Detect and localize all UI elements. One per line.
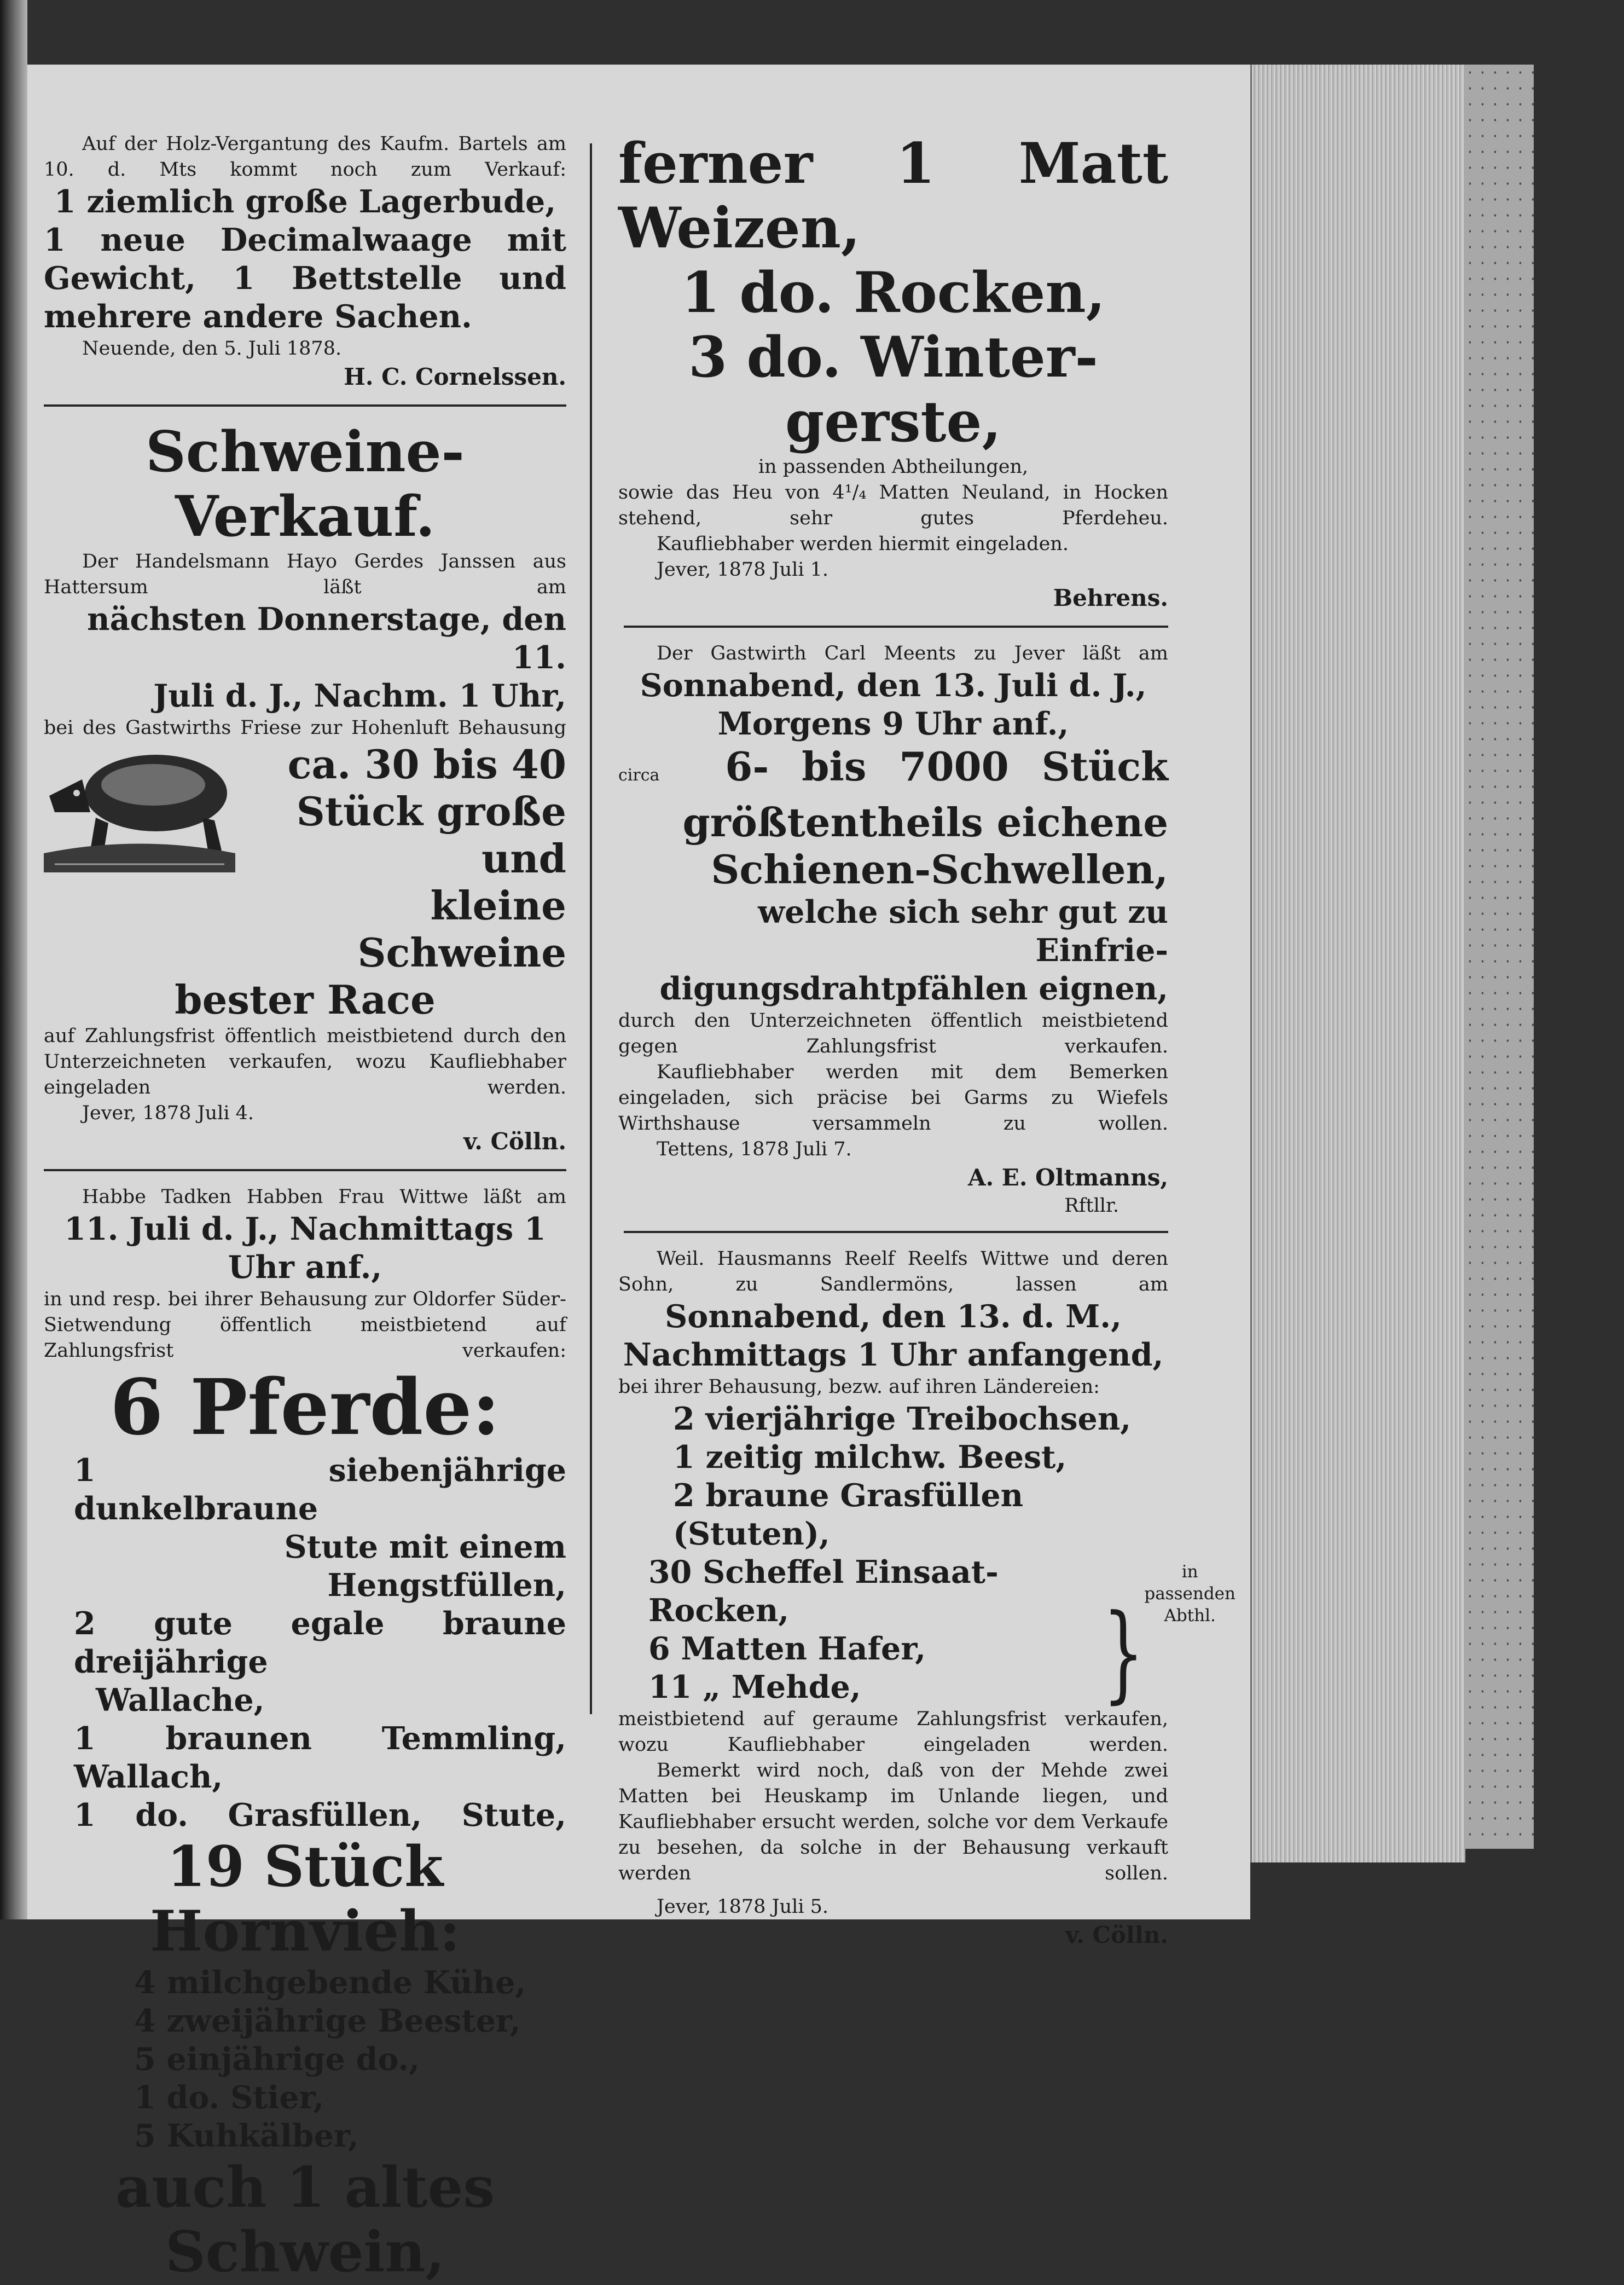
ad-line: kleine Schweine — [357, 882, 566, 976]
ad-place-date: Tettens, 1878 Juli 7. — [657, 1138, 852, 1160]
sale-item: 6 Matten Hafer, — [648, 1630, 926, 1667]
ad-place-date: Jever, 1878 Juli 4. — [82, 1102, 254, 1124]
ad-holz-vergantung — [44, 131, 566, 392]
ad-body: durch den Unterzeichneten öffentlich meistbietend gegen Zahlungsfrist verkaufen. — [618, 1010, 1168, 1057]
cattle-item: 5 einjährige do., — [134, 2041, 420, 2078]
ad-count: ca. 30 bis 40 — [287, 741, 566, 788]
ad-separator — [44, 1169, 566, 1171]
right-column — [618, 131, 1236, 1951]
ad-count-value: 6- bis 7000 Stück — [725, 743, 1168, 790]
sale-item: 2 braune Grasfüllen (Stuten), — [673, 1477, 1024, 1552]
curly-brace-icon: } — [1103, 1593, 1145, 1715]
ad-line: bester Race — [175, 976, 436, 1023]
horse-item: 1 do. Grasfüllen, Stute, — [74, 1797, 566, 1833]
ad-item: Gewicht, 1 Bettstelle und — [44, 260, 566, 297]
book-gutter-left — [0, 0, 27, 1919]
ad-location: bei des Gastwirths Friese zur Hohenluft Behausung — [44, 717, 566, 739]
ad-item: 1 neue Decimalwaage mit — [44, 222, 566, 258]
ad-item: 1 ziemlich große Lagerbude, — [54, 183, 556, 220]
ad-line: gerste, — [785, 389, 1001, 455]
book-cover-board — [1464, 65, 1534, 1849]
ad-date: Sonnabend, den 13. d. M., — [665, 1298, 1122, 1335]
ad-body: sowie das Heu von 4¹/₄ Matten Neuland, in Hocken stehend, sehr gutes Pferdeheu. — [618, 482, 1168, 529]
bracket-note: in passenden Abthl. — [1144, 1562, 1236, 1625]
ad-body: auf Zahlungsfrist öffentlich meistbietend durch den Unterzeichneten verkaufen, wozu Kaufliebhaber eingeladen werden. — [44, 1025, 566, 1098]
sale-item: 2 vierjährige Treibochsen, — [673, 1401, 1132, 1437]
pig-woodcut-illustration — [44, 741, 235, 878]
ad-place-date: Jever, 1878 Juli 1. — [657, 559, 829, 581]
ad-note: in passenden Abtheilungen, — [758, 456, 1029, 478]
ad-signature: v. Cölln. — [463, 1128, 566, 1155]
ad-body: Kaufliebhaber werden mit dem Bemerken eingeladen, sich präcise bei Garms zu Wiefels Wirthshause versammeln zu wollen. — [618, 1061, 1168, 1135]
ad-title: Schweine-Verkauf. — [146, 419, 465, 549]
left-column — [44, 131, 566, 2284]
ad-intro: Der Handelsmann Hayo Gerdes Janssen aus Hattersum läßt am — [44, 551, 566, 598]
ad-signature: v. Cölln. — [1065, 1922, 1168, 1948]
cattle-item: 4 milchgebende Kühe, — [134, 1964, 526, 2001]
ad-intro: Der Gastwirth Carl Meents zu Jever läßt am — [657, 643, 1168, 664]
ad-date: 11. Juli d. J., Nachmittags 1 Uhr anf., — [64, 1211, 546, 1286]
horse-item: 1 braunen Temmling, Wallach, — [74, 1720, 566, 1795]
ad-circa: circa — [618, 766, 660, 785]
horse-item: 2 gute egale braune dreijährige — [74, 1605, 566, 1680]
ad-date: Morgens 9 Uhr anf., — [717, 705, 1069, 742]
ad-location: in und resp. bei ihrer Behausung zur Oldorfer Süder-Sietwendung öffentlich meistbietend auf Zahlungsfrist verkaufen: — [44, 1288, 566, 1362]
horse-item: Stute mit einem Hengstfüllen, — [284, 1529, 566, 1604]
cattle-item: 5 Kuhkälber, — [134, 2118, 359, 2154]
ad-body: meistbietend auf geraume Zahlungsfrist verkaufen, wozu Kaufliebhaber eingeladen werden. — [618, 1708, 1168, 1756]
ad-date: Sonnabend, den 13. Juli d. J., — [640, 667, 1147, 704]
ad-date: nächsten Donnerstage, den 11. — [87, 601, 566, 676]
ad-line: 1 do. Rocken, — [681, 260, 1106, 326]
ad-line: digungsdrahtpfählen eignen, — [659, 970, 1168, 1007]
ad-intro: Habbe Tadken Habben Frau Wittwe läßt am — [82, 1186, 566, 1208]
ad-schienen-schwellen — [618, 641, 1168, 1219]
sale-item: 1 zeitig milchw. Beest, — [673, 1439, 1067, 1476]
ad-signature: Behrens. — [1053, 585, 1168, 611]
ad-signature: A. E. Oltmanns, — [967, 1164, 1168, 1191]
ad-count — [618, 743, 1168, 799]
ad-separator — [624, 626, 1168, 628]
horse-item: Wallache, — [96, 1682, 265, 1719]
ad-place-date: Neuende, den 5. Juli 1878. — [82, 338, 342, 360]
ad-line: größtentheils eichene — [682, 799, 1168, 846]
ad-signature: H. C. Cornelssen. — [344, 363, 566, 390]
ad-signer-title: Rftllr. — [1064, 1195, 1119, 1217]
ad-line: welche sich sehr gut zu Einfrie- — [758, 894, 1168, 969]
ad-habben-auktion — [44, 1184, 566, 2284]
ad-line: Stück große und — [296, 788, 566, 882]
ad-separator — [44, 404, 566, 407]
ad-location: bei ihrer Behausung, bezw. auf ihren Ländereien: — [618, 1376, 1100, 1398]
sale-item: 11 „ Mehde, — [648, 1669, 861, 1705]
ad-place-date: Jever, 1878 Juli 5. — [657, 1896, 829, 1918]
ad-heading-horses: 6 Pferde: — [109, 1363, 501, 1453]
ad-body: Bemerkt wird noch, daß von der Mehde zwei Matten bei Heuskamp im Unlande liegen, und Kaufliebhaber ersucht werden, solche vor dem Verkaufe zu besehen, da solche in der Behausung verkauft werden sollen. — [618, 1760, 1168, 1884]
ad-heading-cattle: 19 Stück Hornvieh: — [149, 1834, 461, 1964]
page-stack-edge — [1250, 65, 1465, 1862]
ad-separator — [624, 1231, 1168, 1233]
ad-getreide-verkauf — [618, 131, 1168, 614]
ad-intro: Auf der Holz-Vergantung des Kaufm. Bartels am 10. d. Mts kommt noch zum Verkauf: — [44, 133, 566, 181]
ad-line: ferner 1 Matt Weizen, — [618, 131, 1168, 261]
ad-line: Schienen-Schwellen, — [711, 846, 1168, 893]
column-divider — [590, 143, 592, 1714]
ad-reelfs-auktion — [618, 1246, 1236, 1951]
ad-item: mehrere andere Sachen. — [44, 298, 472, 335]
ad-date: Juli d. J., Nachm. 1 Uhr, — [153, 678, 566, 714]
ad-final-item: auch 1 altes Schwein, — [115, 2155, 495, 2285]
ad-schweine-verkauf — [44, 420, 566, 1157]
cattle-item: 1 do. Stier, — [134, 2079, 324, 2116]
horse-item: 1 siebenjährige dunkelbraune — [74, 1452, 566, 1527]
ad-date: Nachmittags 1 Uhr anfangend, — [623, 1337, 1164, 1373]
cattle-item: 4 zweijährige Beester, — [134, 2003, 521, 2039]
ad-line: 3 do. Winter- — [688, 325, 1098, 390]
ad-intro: Weil. Hausmanns Reelf Reelfs Wittwe und deren Sohn, zu Sandlermöns, lassen am — [618, 1248, 1168, 1295]
sale-item: 30 Scheffel Einsaat-Rocken, — [648, 1554, 999, 1629]
ad-invitation: Kaufliebhaber werden hiermit eingeladen. — [657, 533, 1069, 555]
